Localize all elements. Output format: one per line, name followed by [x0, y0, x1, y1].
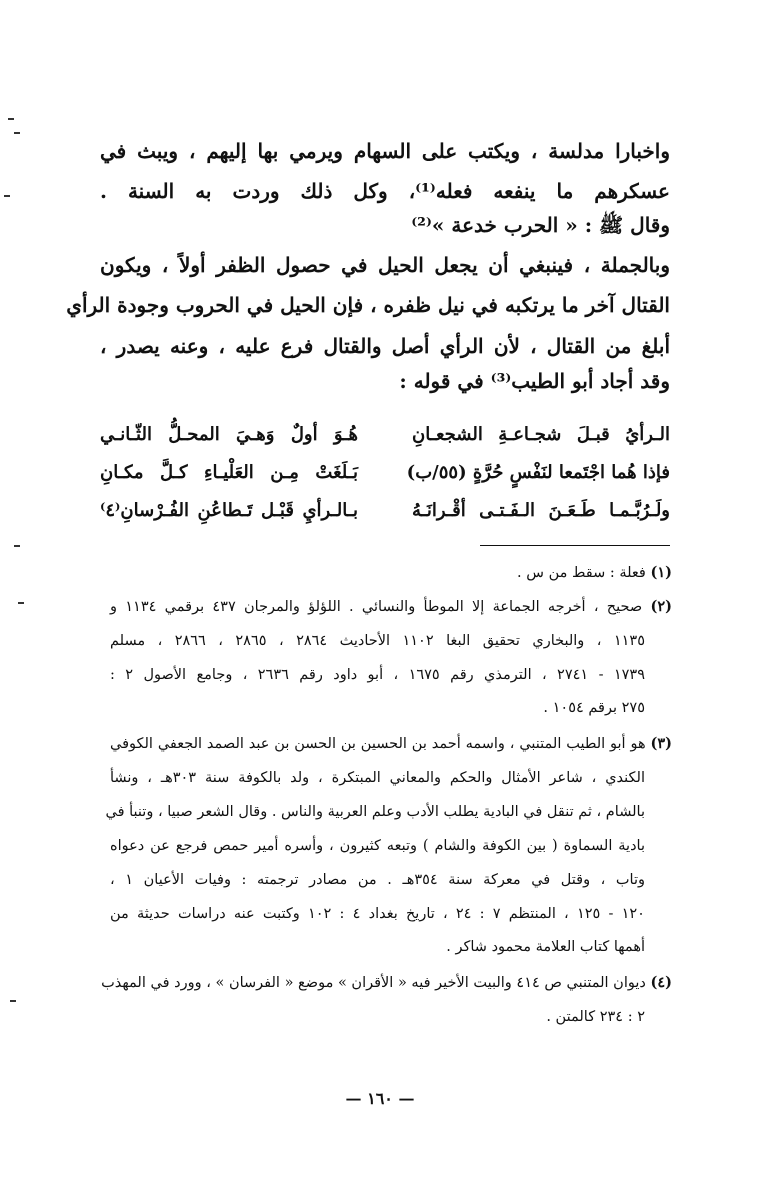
footnote-text: هو أبو الطيب المتنبي ، واسمه أحمد بن الحسين بن الحسن بن عبد الصمد الجعفي الكوفي	[110, 736, 646, 752]
main-text-line: واخبارا مدلسة ، ويكتب على السهام ويرمي بها إليهم ، ويبث في	[100, 139, 670, 163]
margin-mark	[4, 195, 10, 197]
footnote-3	[110, 733, 672, 759]
footnote-text-line: وتاب ، وقتل في معركة سنة ٣٥٤هـ . من مصادر ترجمته : وفيات الأعيان ١ ،	[110, 872, 645, 888]
main-text-line: وبالجملة ، فينبغي أن يجعل الحيل في حصول الظفر أولاً ، ويكون	[100, 253, 670, 277]
verse-row	[100, 498, 670, 530]
margin-mark	[10, 1000, 16, 1002]
footnote-text-line: بالشام ، ثم تنقل في البادية يطلب الأدب وعلم العربية والناس . وقال الشعر صبيا ، وتنبأ في	[105, 804, 645, 820]
footnote-text-line: ٢٧٥ برقم ١٠٥٤ .	[543, 700, 645, 716]
footnote-2	[110, 596, 672, 622]
footnote-number: (١)	[650, 564, 672, 581]
main-text-line: وقد أجاد أبو الطيب⁽³⁾ في قوله :	[399, 369, 670, 393]
footnote-text: صحيح ، أخرجه الجماعة إلا الموطأ والنسائي . اللؤلؤ والمرجان ٤٣٧ برقمي ١١٣٤ و	[110, 599, 643, 615]
footnote-1	[110, 562, 672, 588]
margin-mark	[14, 545, 20, 547]
footnote-text-line: ١١٣٥ ، والبخاري تحقيق البغا ١١٠٢ الأحاديث ٢٨٦٤ ، ٢٨٦٥ ، ٢٨٦٦ ، مسلم	[110, 633, 645, 649]
footnote-text-line: ٢ : ٢٣٤ كالمتن .	[546, 1009, 645, 1025]
margin-mark	[18, 602, 24, 604]
verse-second-hemistich: بـالـرأيِ قَبْـل تَـطاعُنِ الفُـرْسانِ⁽٤⁾	[100, 500, 358, 521]
verse-row	[100, 422, 670, 454]
main-text-line: القتال آخر ما يرتكبه في نيل ظفره ، فإن الحيل في الحروب وجودة الرأي	[66, 293, 670, 317]
verse-second-hemistich: هُـوَ أولٌ وَهـيَ المحـلُّ الثّـانـي	[100, 424, 358, 445]
main-text-line: أبلغ من القتال ، لأن الرأي أصل والقتال فرع عليه ، وعنه يصدر ،	[100, 334, 670, 358]
main-text-line: عسكرهم ما ينفعه فعله⁽¹⁾، وكل ذلك وردت به السنة .	[100, 179, 670, 203]
verse-first-hemistich: فإذا هُما اجْتَمعا لنَفْسٍ حُرَّةٍ (٥٥/ب)	[406, 462, 670, 483]
margin-mark	[8, 118, 14, 120]
footnote-number: (٢)	[650, 598, 673, 615]
footnote-text-line: ١٧٣٩ - ٢٧٤١ ، الترمذي رقم ١٦٧٥ ، أبو داود رقم ٢٦٣٦ ، وجامع الأصول ٢ :	[110, 667, 646, 683]
footnote-text-line: بادية السماوة ( بين الكوفة والشام ) وتبعه كثيرون ، وأسره أمير حمص فرجع عن دعواه	[110, 838, 645, 854]
verse-row	[100, 460, 670, 492]
footnote-text-line: أهمها كتاب العلامة محمود شاكر .	[446, 939, 645, 955]
margin-mark	[14, 132, 20, 134]
main-text-line: وقال ﷺ : « الحرب خدعة »⁽²⁾	[411, 213, 670, 237]
verse-first-hemistich: ولَـرُبَّـمـا طَـعَـنَ الـفَـتـى أقْـرانَـهُ	[412, 500, 670, 521]
verse-first-hemistich: الـرأيُ قبـلَ شجـاعـةِ الشجعـانِ	[412, 424, 670, 445]
footnote-separator	[480, 545, 670, 546]
footnote-text-line: ١٢٠ - ١٢٥ ، المنتظم ٧ : ٢٤ ، تاريخ بغداد ٤ : ١٠٢ وكتبت عنه دراسات حديثة من	[110, 906, 645, 922]
page-number: — ١٦٠ —	[345, 1089, 415, 1108]
footnote-number: (٤)	[650, 974, 672, 991]
footnote-text: فعلة : سقط من س .	[517, 565, 646, 581]
footnote-number: (٣)	[650, 735, 673, 752]
footnote-text: ديوان المتنبي ص ٤١٤ والبيت الأخير فيه « الأقران » موضع « الفرسان » ، وورد في المهذب	[101, 975, 646, 991]
footnote-4	[101, 972, 672, 998]
footnote-text-line: الكندي ، شاعر الأمثال والحكم والمعاني المبتكرة ، ولد بالكوفة سنة ٣٠٣هـ ، ونشأ	[110, 770, 645, 786]
verse-second-hemistich: بَـلَغَتْ مِـن العَلْيـاءِ كـلَّ مكـانِ	[100, 462, 358, 483]
